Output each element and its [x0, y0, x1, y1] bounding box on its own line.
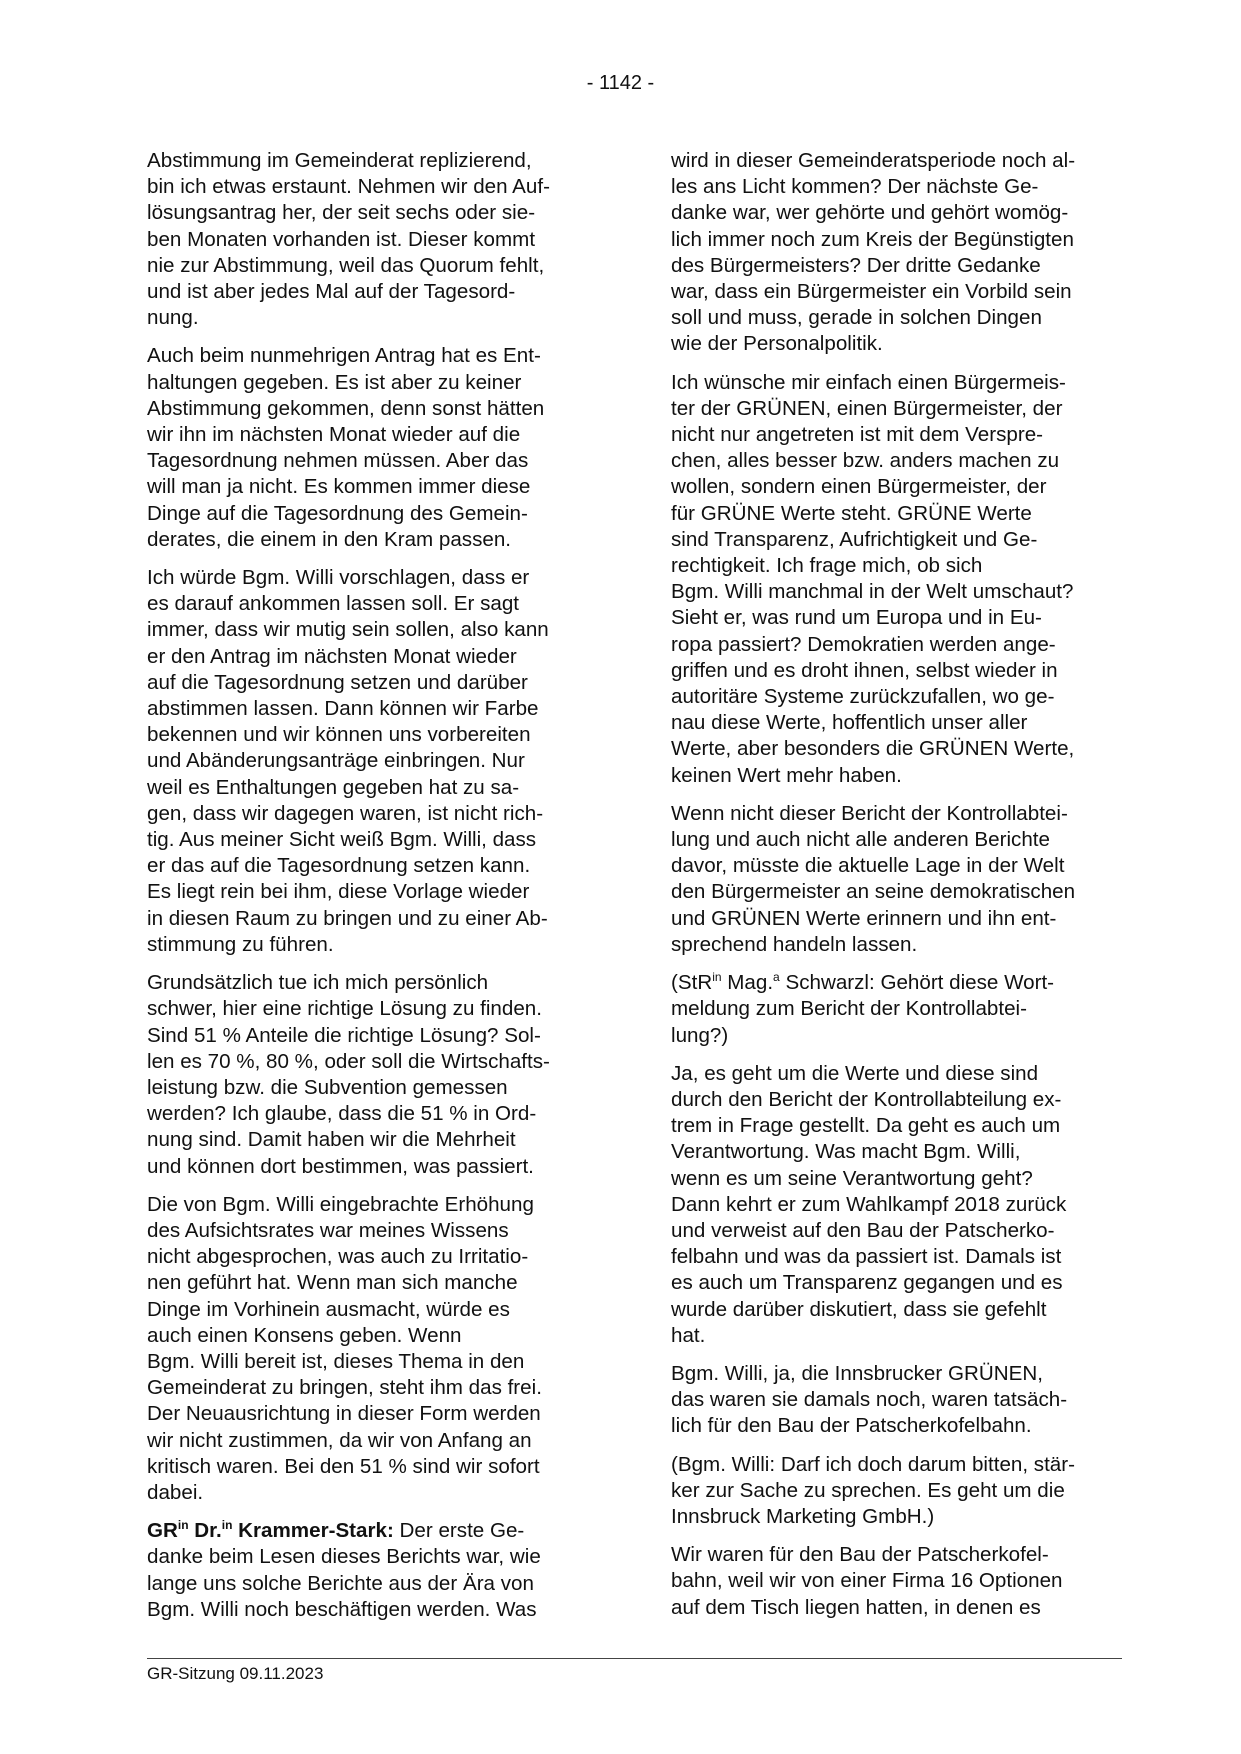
speaker-title-suffix: in: [221, 1518, 233, 1533]
paragraph-speaker-krammer-stark: [147, 1518, 597, 1623]
paragraph: Die von Bgm. Willi eingebrachte Erhöhung des Aufsichtsrates war meines Wissens nicht abgesprochen, was auch zu Irritatio- nen geführt hat. Wenn man sich manche Dinge im Vorhinein ausmacht, würde es auch einen Konsens geben. Wenn Bgm. Willi bereit ist, dieses Thema in den Gemeinderat zu bringen, steht ihm das frei. Der Neuausrichtung in dieser Form werden wir nicht zustimmen, da wir von Anfang an kritisch waren. Bei den 51 % sind wir sofort dabei.: [147, 1192, 542, 1504]
speaker-name: [147, 1519, 394, 1542]
paragraph: Abstimmung im Gemeinderat replizierend, bin ich etwas erstaunt. Nehmen wir den Auf- lösungsantrag her, der seit sechs oder sie- ben Monaten vorhanden ist. Dieser kommt nie zur Abstimmung, weil das Quorum fehlt, und ist aber jedes Mal auf der Tagesord- nung.: [147, 149, 550, 330]
paragraph: Wenn nicht dieser Bericht der Kontrollabtei- lung und auch nicht alle anderen Berichte davor, müsste die aktuelle Lage in der Welt den Bürgermeister an seine demokratischen und GRÜNEN Werte erinnern und ihn ent- sprechend handeln lassen.: [671, 801, 1076, 956]
paragraph: Auch beim nunmehrigen Antrag hat es Ent- haltungen gegeben. Es ist aber zu keiner Abstimmung gekommen, denn sonst hätten wir ihn im nächsten Monat wieder auf die Tagesordnung nehmen müssen. Aber das will man ja nicht. Es kommen immer diese Dinge auf die Tagesordnung des Gemein- derates, die einem in den Kram passen.: [147, 344, 545, 551]
interjection-title-suffix: in: [712, 970, 722, 985]
speaker-surname: Krammer-Stark:: [232, 1519, 394, 1543]
speaker-title-suffix: in: [177, 1518, 189, 1533]
paragraph: Ich wünsche mir einfach einen Bürgermeis- ter der GRÜNEN, einen Bürgermeister, der nicht nur angetreten ist mit dem Verspre- chen, alles besser bzw. anders machen zu wollen, sondern einen Bürgermeister, der für GRÜNE Werte steht. GRÜNE Werte sind Transparenz, Aufrichtigkeit und Ge- rechtigkeit. Ich frage mich, ob sich Bgm. Willi manchmal in der Welt umschaut? Sieht er, was rund um Europa und in Eu- ropa passiert? Demokratien werden ange- griffen und es droht ihnen, selbst wieder in autoritäre Systeme zurückzufallen, wo ge- nau diese Werte, hoffentlich unser aller Werte, aber besonders die GRÜNEN Werte, keinen Wert mehr haben.: [671, 370, 1075, 787]
footer-session-date: GR-Sitzung 09.11.2023: [147, 1664, 324, 1683]
interjection-text: Schwarzl: Gehört diese Wort- meldung zum Bericht der Kontrollabtei- lung?): [671, 971, 1055, 1047]
right-column: [671, 148, 1121, 1633]
paragraph: Wir waren für den Bau der Patscherkofel- bahn, weil wir von einer Firma 16 Optionen auf dem Tisch liegen hatten, in denen es: [671, 1543, 1063, 1619]
left-column: [147, 148, 597, 1635]
interjection-title-mag: Mag.: [721, 971, 774, 995]
paragraph: Grundsätzlich tue ich mich persönlich schwer, hier eine richtige Lösung zu finden. Sind 51 % Anteile die richtige Lösung? Sol- len es 70 %, 80 %, oder soll die Wirtschafts- leistung bzw. die Subvention gemessen werden? Ich glaube, dass die 51 % in Ord- nung sind. Damit haben wir die Mehrheit und können dort bestimmen, was passiert.: [147, 971, 550, 1178]
paragraph: wird in dieser Gemeinderatsperiode noch al- les ans Licht kommen? Der nächste Ge- danke war, wer gehörte und gehört womög- lich immer noch zum Kreis der Begünstigten des Bürgermeisters? Der dritte Gedanke war, dass ein Bürgermeister ein Vorbild sein soll und muss, gerade in solchen Dingen wie der Personalpolitik.: [671, 149, 1076, 356]
interjection-title: (StR: [671, 971, 713, 995]
interjection-schwarzl: [671, 970, 1121, 1049]
interjection-willi: (Bgm. Willi: Darf ich doch darum bitten, stär- ker zur Sache zu sprechen. Es geht um die Innsbruck Marketing GmbH.): [671, 1452, 1075, 1528]
paragraph: Ich würde Bgm. Willi vorschlagen, dass er es darauf ankommen lassen soll. Er sagt immer, dass wir mutig sein sollen, also kann er den Antrag im nächsten Monat wieder auf die Tagesordnung setzen und darüber abstimmen lassen. Dann können wir Farbe bekennen und wir können uns vorbereiten und Abänderungsanträge einbringen. Nur weil es Enthaltungen gegeben hat zu sa- gen, dass wir dagegen waren, ist nicht rich- tig. Aus meiner Sicht weiß Bgm. Willi, dass er das auf die Tagesordnung setzen kann. Es liegt rein bei ihm, diese Vorlage wieder in diesen Raum zu bringen und zu einer Ab- stimmung zu führen.: [147, 566, 549, 956]
paragraph: Bgm. Willi, ja, die Innsbrucker GRÜNEN, das waren sie damals noch, waren tatsäch- lich für den Bau der Patscherkofelbahn.: [671, 1361, 1068, 1438]
speech-text: Der erste Ge- danke beim Lesen dieses Berichts war, wie lange uns solche Berichte aus der Ära von Bgm. Willi noch beschäftigen werden. Was: [147, 1519, 541, 1621]
speaker-title-gr: GR: [147, 1519, 178, 1543]
page-number: - 1142 -: [586, 72, 655, 94]
speaker-title-dr: Dr.: [188, 1519, 222, 1543]
paragraph: Ja, es geht um die Werte und diese sind durch den Bericht der Kontrollabteilung ex- trem in Frage gestellt. Da geht es auch um Verantwortung. Was macht Bgm. Willi, wenn es um seine Verantwortung geht? Dann kehrt er zum Wahlkampf 2018 zurück und verweist auf den Bau der Patscherko- felbahn und was da passiert ist. Damals ist es auch um Transparenz gegangen und es wurde darüber diskutiert, dass sie gefehlt hat.: [671, 1061, 1067, 1347]
interjection-title-suffix: a: [773, 970, 780, 985]
footer-divider: [147, 1658, 1122, 1659]
